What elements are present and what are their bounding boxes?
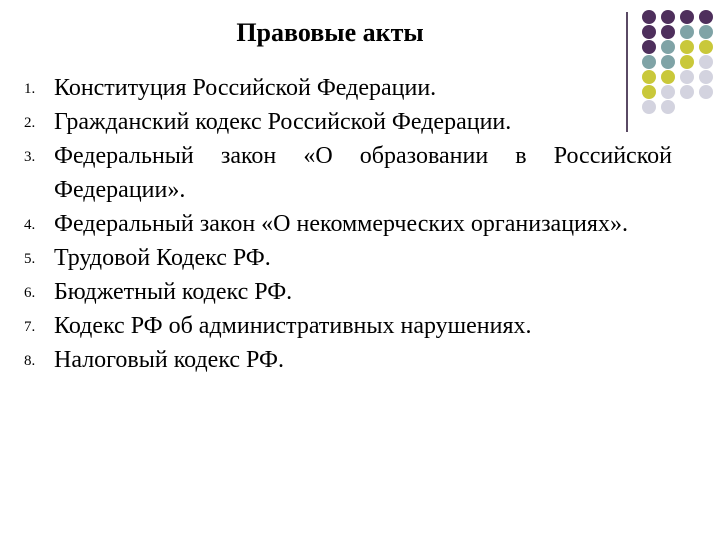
item-text: Налоговый кодекс РФ. (54, 347, 284, 373)
decorative-dot (661, 25, 675, 39)
list-item (24, 241, 672, 275)
item-text: Конституция Российской Федерации. (54, 75, 437, 101)
item-number: 6. (24, 285, 36, 301)
decorative-dot (699, 70, 713, 84)
decorative-dot (699, 10, 713, 24)
decorative-dot (680, 10, 694, 24)
item-text: Трудовой Кодекс РФ. (54, 245, 271, 271)
decorative-dot (661, 10, 675, 24)
decorative-dot (680, 70, 694, 84)
list-item (24, 71, 672, 105)
item-number: 3. (24, 149, 36, 165)
item-text: Бюджетный кодекс РФ. (54, 279, 293, 305)
decorative-dot (680, 55, 694, 69)
list-item (24, 309, 672, 343)
list-item (24, 275, 672, 309)
list-item (24, 105, 672, 139)
decorative-dot (661, 55, 675, 69)
decorative-dot (642, 10, 656, 24)
decorative-dot (661, 40, 675, 54)
decorative-dot (642, 40, 656, 54)
list-item (24, 207, 672, 241)
item-number: 7. (24, 319, 36, 335)
item-number: 5. (24, 251, 36, 267)
decorative-dot (699, 40, 713, 54)
item-number: 8. (24, 353, 36, 369)
decorative-dot (699, 55, 713, 69)
item-text: Федеральный закон «О некоммерческих организациях». (54, 211, 628, 237)
decorative-dot (680, 85, 694, 99)
item-number: 4. (24, 217, 36, 233)
item-number: 1. (24, 81, 36, 97)
list-item (24, 343, 672, 377)
item-text: Кодекс РФ об административных нарушениях. (54, 313, 532, 339)
slide-title: Правовые акты (236, 18, 424, 47)
decorative-dot (642, 25, 656, 39)
legal-acts-list (24, 71, 672, 377)
decorative-dot (699, 85, 713, 99)
list-item (24, 139, 672, 207)
item-number: 2. (24, 115, 36, 131)
decorative-dot (699, 25, 713, 39)
decorative-dot (680, 25, 694, 39)
item-text: Федеральный закон «О образовании в Российской Федерации». (54, 143, 672, 203)
item-text: Гражданский кодекс Российской Федерации. (54, 109, 512, 135)
decorative-dot (680, 40, 694, 54)
decorative-dot (642, 55, 656, 69)
